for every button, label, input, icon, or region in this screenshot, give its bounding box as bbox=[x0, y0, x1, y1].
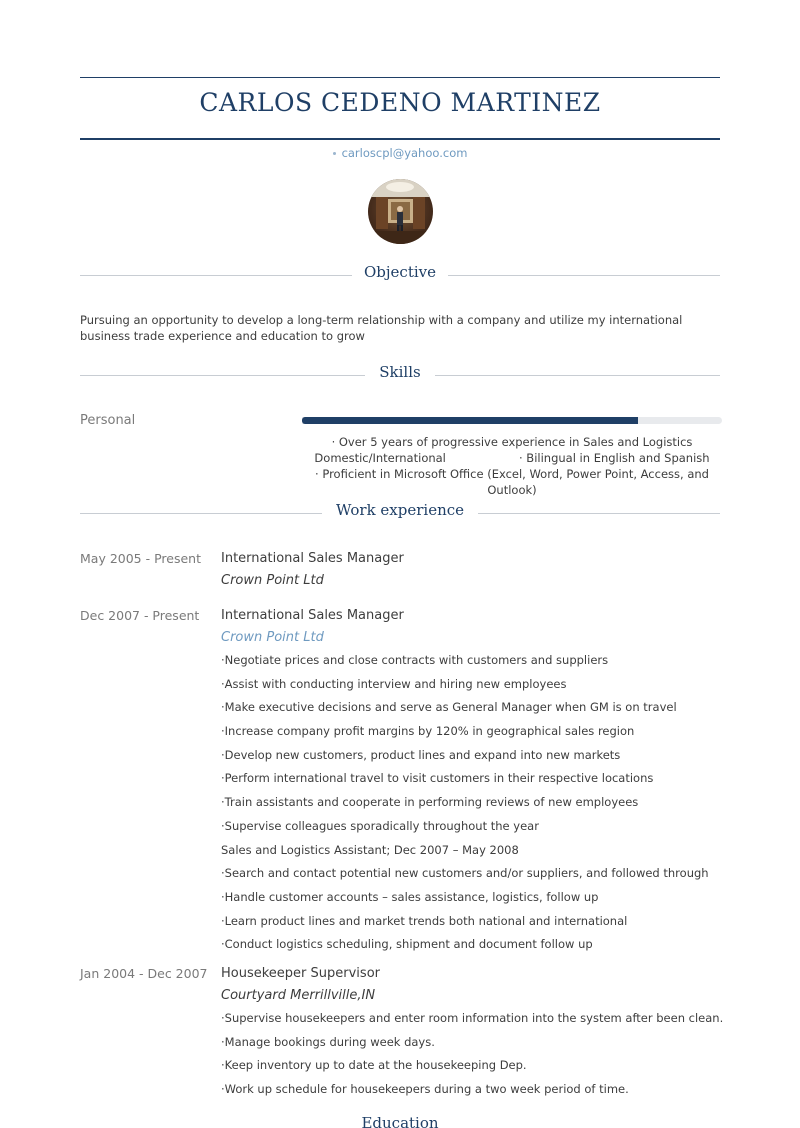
objective-text: Pursuing an opportunity to develop a long-term relationship with a company and utilize my international business trade experience and education to grow bbox=[80, 313, 683, 343]
job-bullet: ·Supervise colleagues sporadically throughout the year bbox=[221, 818, 539, 833]
section-heading-work-experience bbox=[80, 501, 720, 525]
job-dates: Dec 2007 - Present bbox=[80, 608, 200, 623]
job-dates: Jan 2004 - Dec 2007 bbox=[80, 966, 208, 981]
job-bullet: ·Perform international travel to visit customers in their respective locations bbox=[221, 771, 654, 786]
skill-name: Personal bbox=[80, 413, 136, 428]
job-bullet: ·Develop new customers, product lines and expand into new markets bbox=[221, 747, 621, 762]
job-role: Housekeeper Supervisor bbox=[221, 966, 380, 981]
job-bullet: ·Learn product lines and market trends both national and international bbox=[221, 913, 628, 928]
skill-description bbox=[302, 434, 722, 498]
job-bullet: ·Search and contact potential new customers and/or suppliers, and followed through bbox=[221, 866, 709, 881]
skill-description-line: · Over 5 years of progressive experience in Sales and Logistics bbox=[331, 435, 693, 449]
job-company: Courtyard Merrillville,IN bbox=[221, 988, 376, 1003]
job-bullet: ·Handle customer accounts – sales assistance, logistics, follow up bbox=[221, 889, 599, 904]
section-heading-education: Education bbox=[361, 1114, 439, 1128]
skill-level-fill bbox=[302, 417, 638, 424]
job-bullet: ·Train assistants and cooperate in performing reviews of new employees bbox=[221, 795, 639, 810]
job-bullets bbox=[221, 1010, 724, 1105]
email-text[interactable]: carloscpl@yahoo.com bbox=[341, 146, 468, 160]
candidate-name: CARLOS CEDENO MARTINEZ bbox=[199, 88, 601, 117]
contact-email[interactable] bbox=[80, 146, 720, 160]
job-company: Crown Point Ltd bbox=[221, 573, 324, 588]
job-bullet: ·Manage bookings during week days. bbox=[221, 1034, 435, 1049]
job-bullet: ·Make executive decisions and serve as General Manager when GM is on travel bbox=[221, 700, 677, 715]
job-bullet: ·Assist with conducting interview and hiring new employees bbox=[221, 676, 567, 691]
job-bullet: ·Work up schedule for housekeepers during a two week period of time. bbox=[221, 1082, 629, 1097]
job-bullet: ·Increase company profit margins by 120% in geographical sales region bbox=[221, 724, 635, 739]
section-heading-objective bbox=[80, 263, 720, 287]
job-bullet: ·Conduct logistics scheduling, shipment and document follow up bbox=[221, 937, 593, 952]
job-dates: May 2005 - Present bbox=[80, 551, 201, 566]
job-bullet: ·Supervise housekeepers and enter room information into the system after been clean. bbox=[221, 1011, 724, 1025]
section-title: Objective bbox=[363, 263, 436, 281]
job-bullet: Sales and Logistics Assistant; Dec 2007 – May 2008 bbox=[221, 842, 519, 857]
profile-photo bbox=[368, 179, 433, 244]
section-heading-skills bbox=[80, 363, 720, 387]
job-bullets bbox=[221, 652, 720, 960]
job-bullet: ·Keep inventory up to date at the housekeeping Dep. bbox=[221, 1058, 527, 1073]
avatar bbox=[368, 179, 433, 244]
skill-description-line: · Proficient in Microsoft Office (Excel, Word, Power Point, Access, and Outlook) bbox=[315, 467, 709, 497]
job-role: International Sales Manager bbox=[221, 551, 404, 566]
skill-description-line: Domestic/International · Bilingual in English and Spanish bbox=[314, 451, 710, 465]
skill-level-bar bbox=[302, 417, 722, 424]
job-bullet: ·Negotiate prices and close contracts with customers and suppliers bbox=[221, 653, 609, 667]
header-top-rule bbox=[80, 77, 720, 78]
job-company-link[interactable]: Crown Point Ltd bbox=[221, 630, 324, 645]
bullet-icon bbox=[333, 152, 336, 155]
header-bottom-rule bbox=[80, 138, 720, 140]
section-title: Work experience bbox=[335, 501, 465, 519]
section-title: Skills bbox=[379, 363, 421, 381]
job-role: International Sales Manager bbox=[221, 608, 404, 623]
